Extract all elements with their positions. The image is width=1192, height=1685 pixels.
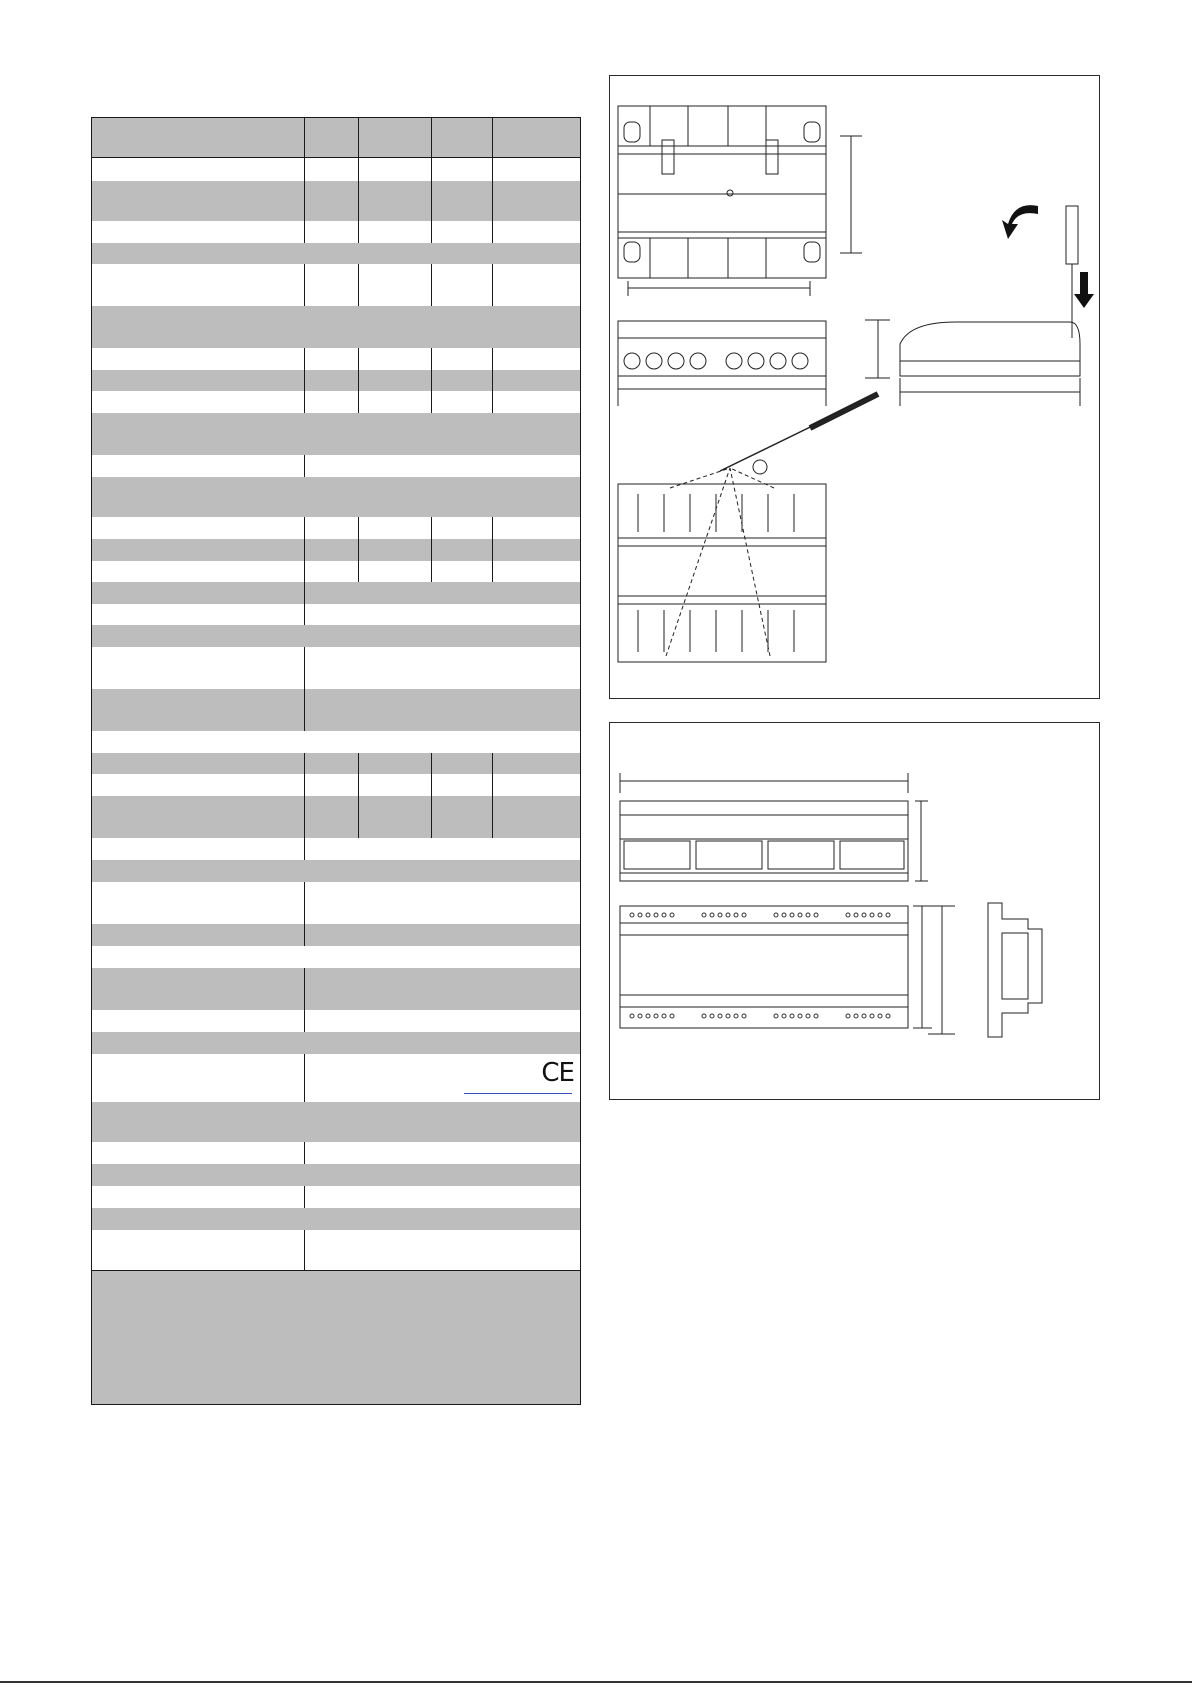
installation-drawing: [609, 75, 1100, 699]
table-row: [92, 625, 580, 647]
table-row: [92, 561, 580, 582]
table-row: [92, 924, 580, 946]
page-bottom-rule: [0, 1681, 1192, 1683]
table-row: [92, 753, 580, 774]
table-row: [92, 774, 580, 796]
table-row: [92, 1054, 580, 1102]
table-row: [92, 860, 580, 882]
declaration-link[interactable]: [464, 1093, 572, 1094]
table-row: [92, 370, 580, 391]
table-row: [92, 689, 580, 731]
module-profile-view: [988, 903, 1042, 1037]
table-row: [92, 455, 580, 477]
table-row: [92, 1102, 580, 1142]
table-row: [92, 582, 580, 604]
table-row: [92, 1010, 580, 1032]
table-row: [92, 1186, 580, 1208]
dimension-drawing: [609, 722, 1100, 1100]
table-row: [92, 391, 580, 413]
table-row: [92, 1230, 580, 1270]
table-row: [92, 477, 580, 517]
module-bottom-view: [618, 484, 826, 662]
table-row: [92, 968, 580, 1010]
ce-mark: CE: [541, 1058, 574, 1088]
table-row: [92, 647, 580, 689]
installation-drawing-svg: [610, 76, 1099, 698]
table-row: [92, 348, 580, 370]
table-row: [92, 1142, 580, 1164]
table-row: [92, 796, 580, 838]
specification-table: [91, 117, 581, 1405]
screwdriver-icon: [1066, 206, 1078, 264]
table-row: [92, 731, 580, 753]
module-front-dimension-view: [620, 906, 908, 1028]
table-row: [92, 181, 580, 221]
table-row: [92, 604, 580, 625]
table-row: [92, 1032, 580, 1054]
table-row: [92, 306, 580, 348]
table-row: [92, 413, 580, 455]
table-row: [92, 517, 580, 539]
table-row: [92, 158, 580, 181]
table-row: [92, 539, 580, 561]
curved-arrow-icon: [1002, 205, 1038, 239]
down-arrow-icon: [1074, 272, 1094, 308]
table-header-row: [92, 118, 580, 158]
dimension-drawing-svg: [610, 723, 1099, 1099]
table-row: [92, 946, 580, 968]
table-row: [92, 1208, 580, 1230]
table-row: [92, 882, 580, 924]
table-row: [92, 1164, 580, 1186]
table-row: [92, 1270, 580, 1404]
table-row: [92, 221, 580, 243]
table-row: [92, 243, 580, 264]
module-top-view: [618, 106, 826, 278]
table-row: [92, 838, 580, 860]
table-row: [92, 264, 580, 306]
module-side-view: [900, 322, 1080, 376]
